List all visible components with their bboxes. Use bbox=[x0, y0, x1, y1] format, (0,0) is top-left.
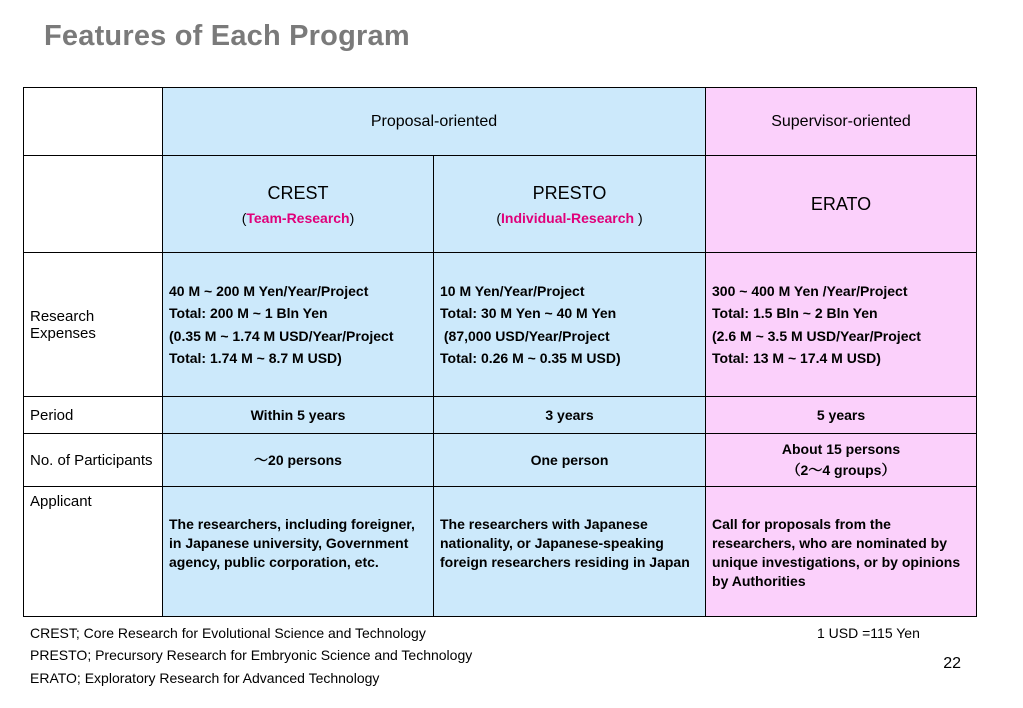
crest-definition: CREST; Core Research for Evolutional Science and Technology bbox=[30, 625, 426, 641]
erato-period: 5 years bbox=[706, 397, 977, 434]
empty-cell bbox=[24, 156, 163, 253]
table-row bbox=[24, 434, 977, 487]
presto-period: 3 years bbox=[434, 397, 706, 434]
features-table bbox=[23, 87, 977, 617]
crest-period: Within 5 years bbox=[163, 397, 434, 434]
erato-definition: ERATO; Exploratory Research for Advanced Technology bbox=[30, 670, 380, 686]
erato-expenses: 300 ~ 400 M Yen /Year/Project Total: 1.5 Bln ~ 2 Bln Yen (2.6 M ~ 3.5 M USD/Year/Project Total: 13 M ~ 17.4 M USD) bbox=[706, 253, 977, 397]
presto-expenses: 10 M Yen/Year/Project Total: 30 M Yen ~ 40 M Yen (87,000 USD/Year/Project Total: 0.26 M ~ 0.35 M USD) bbox=[434, 253, 706, 397]
page-number: 22 bbox=[943, 655, 961, 672]
table-row bbox=[24, 156, 977, 253]
period-label: Period bbox=[24, 397, 163, 434]
presto-participants: One person bbox=[434, 434, 706, 487]
table-row bbox=[24, 487, 977, 617]
erato-applicant: Call for proposals from the researchers, who are nominated by unique investigations, or by opinions by Authorities bbox=[706, 487, 977, 617]
crest-participants: ～20 persons bbox=[163, 434, 434, 487]
applicant-label: Applicant bbox=[24, 487, 163, 617]
crest-applicant: The researchers, including foreigner, in Japanese university, Government agency, public corporation, etc. bbox=[163, 487, 434, 617]
presto-name: PRESTO bbox=[532, 182, 607, 203]
supervisor-oriented-header: Supervisor-oriented bbox=[706, 88, 977, 156]
crest-name: CREST bbox=[267, 182, 329, 203]
expenses-label: Research Expenses bbox=[24, 253, 163, 397]
table-row bbox=[24, 397, 977, 434]
page-title: Features of Each Program bbox=[44, 20, 410, 52]
crest-subtitle: (Team-Research) bbox=[241, 209, 355, 226]
proposal-oriented-header: Proposal-oriented bbox=[163, 88, 706, 156]
presto-applicant: The researchers with Japanese nationality, or Japanese-speaking foreign researchers residing in Japan bbox=[434, 487, 706, 617]
table-row bbox=[24, 88, 977, 156]
participants-label: No. of Participants bbox=[24, 434, 163, 487]
table-row bbox=[24, 253, 977, 397]
presto-definition: PRESTO; Precursory Research for Embryonic Science and Technology bbox=[30, 647, 473, 663]
erato-participants: About 15 persons （2～4 groups） bbox=[706, 434, 977, 487]
crest-expenses: 40 M ~ 200 M Yen/Year/Project Total: 200 M ~ 1 Bln Yen (0.35 M ~ 1.74 M USD/Year/Project Total: 1.74 M ~ 8.7 M USD) bbox=[163, 253, 434, 397]
crest-header bbox=[163, 156, 434, 253]
empty-cell bbox=[24, 88, 163, 156]
presto-subtitle: (Individual-Research ) bbox=[496, 209, 643, 226]
presto-header bbox=[434, 156, 706, 253]
erato-header: ERATO bbox=[706, 156, 977, 253]
exchange-rate: 1 USD =115 Yen bbox=[817, 625, 920, 641]
